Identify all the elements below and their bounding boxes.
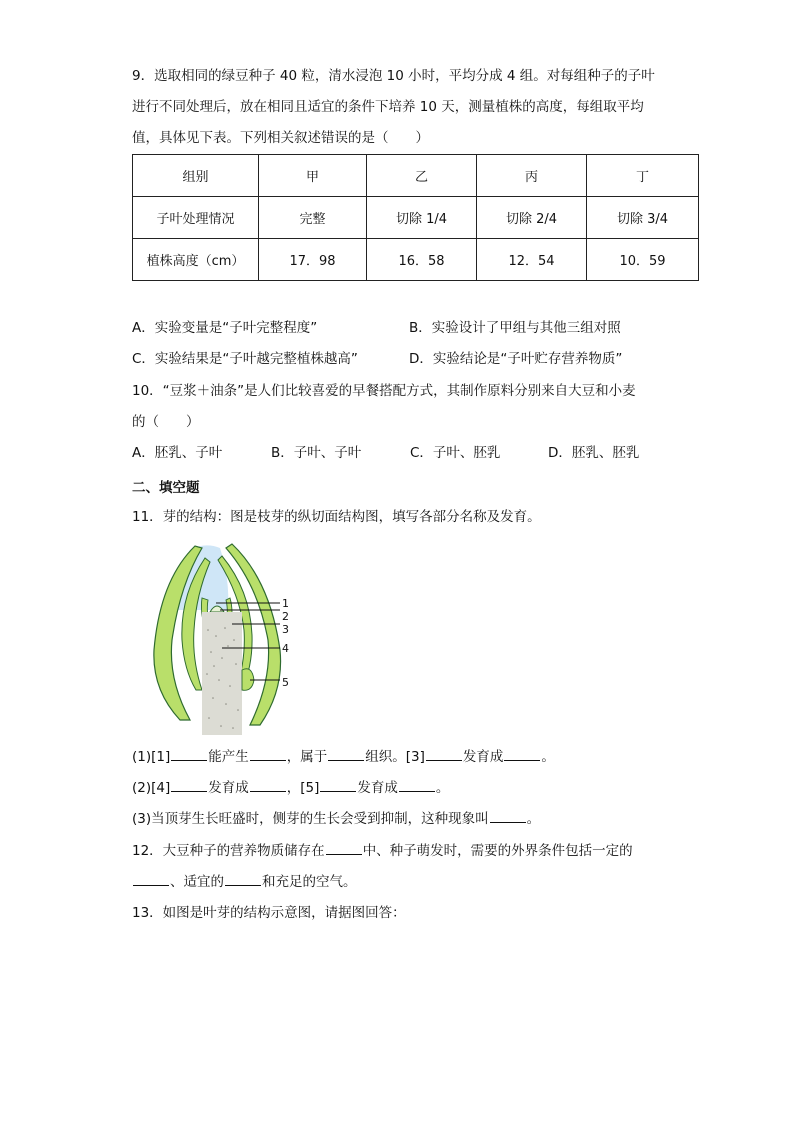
q9-option-a[interactable]: A．实验变量是“子叶完整程度” xyxy=(132,320,318,336)
q11-sub2-text: 发育成 xyxy=(357,780,398,796)
q10-stem-line2: 的（ ） xyxy=(132,414,200,430)
section-heading: 二、填空题 xyxy=(132,480,200,496)
q10-option-d[interactable]: D．胚乳、胚乳 xyxy=(548,445,640,461)
q11-sub1-text: 能产生 xyxy=(208,749,249,765)
table-cell: 10．59 xyxy=(587,239,699,281)
answer-blank[interactable] xyxy=(426,746,462,761)
table-header-cell: 组别 xyxy=(133,155,259,197)
table-row xyxy=(133,155,699,197)
figure-label-5: 5 xyxy=(282,676,289,689)
q11-sub3 xyxy=(132,808,540,829)
q11-sub2-text: ，[5] xyxy=(286,780,320,796)
q12-text: 中、种子萌发时，需要的外界条件包括一定的 xyxy=(362,843,633,859)
figure-label-3: 3 xyxy=(282,623,289,636)
q11-sub1-text: 发育成 xyxy=(462,749,504,765)
q12-line2 xyxy=(132,871,357,892)
q11-sub2-text: (2)[4] xyxy=(132,780,171,796)
table-header-cell: 丙 xyxy=(477,155,587,197)
table-cell: 植株高度（cm） xyxy=(133,239,259,281)
answer-blank[interactable] xyxy=(250,746,286,761)
q11-sub1-text: (1)[1] xyxy=(132,749,171,765)
q10-option-a[interactable]: A．胚乳、子叶 xyxy=(132,445,223,461)
answer-blank[interactable] xyxy=(504,746,540,761)
answer-blank[interactable] xyxy=(225,871,261,886)
q11-sub1-text: 组织。[3] xyxy=(365,749,425,765)
q11-sub2 xyxy=(132,777,449,798)
table-cell: 17．98 xyxy=(259,239,367,281)
table-header-cell: 丁 xyxy=(587,155,699,197)
q9-option-b[interactable]: B．实验设计了甲组与其他三组对照 xyxy=(409,320,621,336)
q9-data-table xyxy=(132,154,699,281)
q11-sub3-text: (3)当顶芽生长旺盛时，侧芽的生长会受到抑制，这种现象叫 xyxy=(132,811,489,827)
q10-option-b[interactable]: B．子叶、子叶 xyxy=(271,445,362,461)
figure-label-4: 4 xyxy=(282,642,289,655)
figure-labels xyxy=(282,597,289,689)
q11-sub1-text: ，属于 xyxy=(286,749,328,765)
q13-stem: 13．如图是叶芽的结构示意图，请据图回答： xyxy=(132,905,406,921)
q9-stem-line3: 值，具体见下表。下列相关叙述错误的是（ ） xyxy=(132,130,429,146)
table-cell: 子叶处理情况 xyxy=(133,197,259,239)
table-cell: 切除 1/4 xyxy=(367,197,477,239)
q12-text: 和充足的空气。 xyxy=(262,874,357,890)
answer-blank[interactable] xyxy=(399,777,435,792)
q9-option-d[interactable]: D．实验结论是“子叶贮存营养物质” xyxy=(409,351,623,367)
table-cell: 切除 3/4 xyxy=(587,197,699,239)
q11-sub2-text: 发育成 xyxy=(208,780,249,796)
table-cell: 12．54 xyxy=(477,239,587,281)
answer-blank[interactable] xyxy=(133,871,169,886)
answer-blank[interactable] xyxy=(328,746,364,761)
table-cell: 切除 2/4 xyxy=(477,197,587,239)
figure-label-2: 2 xyxy=(282,610,289,623)
q12-line1 xyxy=(132,840,633,861)
q12-text: 、适宜的 xyxy=(170,874,224,890)
bud-longitudinal-section-figure xyxy=(150,540,300,735)
answer-blank[interactable] xyxy=(326,840,362,855)
q10-stem-line1: 10．“豆浆＋油条”是人们比较喜爱的早餐搭配方式，其制作原料分别来自大豆和小麦 xyxy=(132,383,636,399)
table-header-cell: 乙 xyxy=(367,155,477,197)
q11-sub2-text: 。 xyxy=(435,780,450,796)
answer-blank[interactable] xyxy=(490,808,526,823)
q11-sub1 xyxy=(132,746,555,767)
answer-blank[interactable] xyxy=(320,777,356,792)
table-cell: 完整 xyxy=(259,197,367,239)
q9-stem-line1: 9．选取相同的绿豆种子 40 粒，清水浸泡 10 小时，平均分成 4 组。对每组种子的子叶 xyxy=(132,68,655,84)
table-cell: 16．58 xyxy=(367,239,477,281)
table-row xyxy=(133,239,699,281)
table-header-cell: 甲 xyxy=(259,155,367,197)
q11-sub3-text: 。 xyxy=(526,811,541,827)
q12-text: 12．大豆种子的营养物质储存在 xyxy=(132,843,325,859)
table-row xyxy=(133,197,699,239)
answer-blank[interactable] xyxy=(171,746,207,761)
q9-stem-line2: 进行不同处理后，放在相同且适宜的条件下培养 10 天，测量植株的高度，每组取平均 xyxy=(132,99,644,115)
q11-sub1-text: 。 xyxy=(541,749,555,765)
q10-option-c[interactable]: C．子叶、胚乳 xyxy=(410,445,501,461)
q9-option-c[interactable]: C．实验结果是“子叶越完整植株越高” xyxy=(132,351,358,367)
answer-blank[interactable] xyxy=(171,777,207,792)
answer-blank[interactable] xyxy=(250,777,286,792)
figure-label-1: 1 xyxy=(282,597,289,610)
q11-stem: 11．芽的结构：图是枝芽的纵切面结构图，填写各部分名称及发育。 xyxy=(132,509,541,525)
